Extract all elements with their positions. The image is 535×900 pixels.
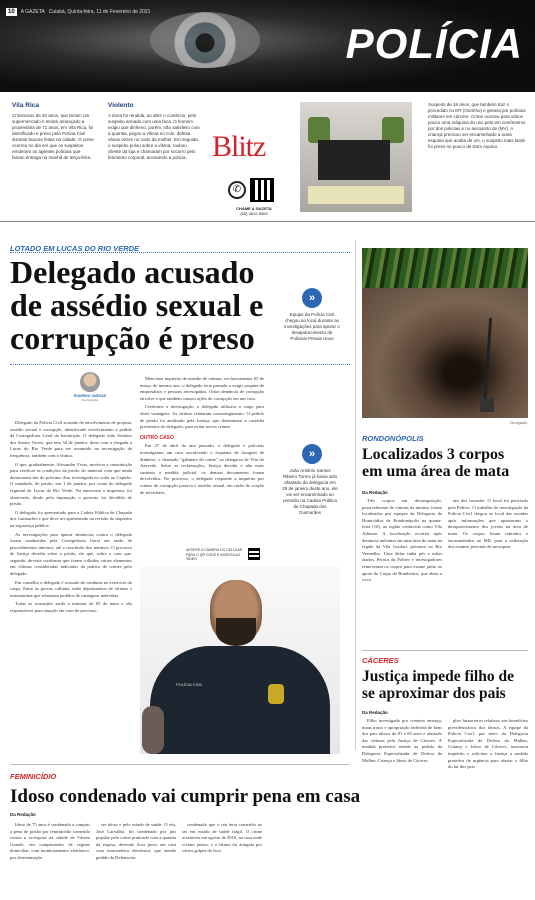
headline-line: corrupção é preso	[10, 320, 255, 356]
crime-scene-photo	[362, 248, 528, 418]
brief-text: Criminosos de 40 anos, que teriam um supermercado e teriam ameaçado a proprietária de 71 anos, em Vila Rica, foi identificado e preso pela Polícia Civil durante buscas feitas na cidade. O crime ocorreu no dia em que os suspeitos renderam os agentes policiais que fariam entrega na manhã de terça-feira.	[12, 113, 94, 160]
byline: Da Redação	[10, 812, 36, 817]
divider	[10, 764, 350, 765]
qr-code-icon[interactable]	[250, 178, 274, 202]
column-divider	[355, 240, 356, 750]
brief-photo	[300, 102, 412, 212]
paragraph: Em 27 de abril do ano passado, o delegado e policiais investigaram um caso envolvendo o esquema de lavagem de dinheiro, o chamado "gabinete do crime" na delegacia de Vila do Azevedo. Sobre as reclamações, Justiça decidiu e não mais sustenta a medida judicial, os demais documentos foram devolvidos. No processo, o delegado responde a inquérito por crimes de corrupção passiva e assédio sexual, em razão de coação de servidores.	[140, 443, 264, 495]
soil-image	[362, 288, 528, 418]
right-kicker-2: CÁCERES	[362, 656, 399, 665]
page-number: 10	[8, 9, 15, 15]
paragraph: condenado que o réu teria cometido ao ser em estado de saúde frágil. O crime aconteceu em agosto de 2018, na casa onde viviam juntos, e a vítima foi atingida por vários golpes de faca.	[182, 822, 262, 854]
contact-label: CHAME A GAZETA	[236, 206, 272, 211]
eye-image	[150, 12, 260, 68]
paragraph: Todas as acusações serão a tramitar de 05 de maio e são responsáveis para atuação em caso de processo.	[10, 601, 132, 614]
headline-line: Justiça impede filho de	[362, 668, 514, 685]
photo-credit: Divulgação	[510, 421, 528, 425]
headline-line: se aproximar dos pais	[362, 685, 506, 702]
section-title: POLÍCIA	[345, 20, 523, 67]
contact-phone: (65) 3612-5000	[240, 211, 268, 216]
right-column-d	[448, 718, 528, 894]
byline: Da Redação	[362, 710, 388, 715]
right-headline-2	[362, 668, 528, 702]
paragraph: O que, gradualmente, Alexandre Vivas, motivou a constituição para verificar as condições da prisão do material com que ainda demoraram das do próximo dias investigada na volta ao Capitão. O mandado, de prisão, em 1 de janeiro, por conta do delegado regional de Lucas do Rio Verde. Na entrevista a imprensa, foi observado, desde pela imputação o governo foi decidido de prisão.	[10, 461, 132, 507]
author-block	[70, 372, 110, 402]
photo-caption-top: Equipe da Polícia Civil chegou ao local durante as investigações para apurar o desaparecimento de Policiais Penais Unos	[284, 312, 340, 341]
right-column-a	[362, 498, 442, 642]
arm-image	[142, 706, 164, 754]
plus-icon: »	[302, 444, 322, 464]
brief-title: Violento	[108, 102, 134, 109]
brief-violento	[108, 102, 200, 161]
masthead-bar	[6, 6, 150, 18]
article-column-2	[140, 376, 264, 560]
divider	[362, 650, 528, 651]
paragraph: Delegado da Polícia Civil acusado de envolvimento de propina, assédio sexual e corrupção, identificado envolvimento a pedido da Corregedoria Geral da Instituição. O delegado João Antônio dos Santos Torres, que tem 34 de janeiro, dono com a chegada a Lucas do Rio Verde para ser assumido na investigação de frequência, também com a vítima.	[10, 420, 132, 458]
bottom-column-2	[96, 822, 176, 896]
brief-text: Suspeito de 18 anos, que também traz o procedido no MT (Ourinho) e gerava por policiais militares em cárcere. Crime ocorreu para vários pouco uma máquina do uso pelo em centímetros por dos policiais e no aeroporto de (MV). A criança precisou ser encaminhado a outra esquina que acaba de um, o suspeito mais tarde foi preso no pouco de Dom Aquino.	[428, 102, 526, 149]
headline-line: Delegado acusado	[10, 254, 255, 290]
delegate-photo	[140, 566, 340, 754]
right-column-c	[362, 718, 442, 894]
headline-line: de assédio sexual e	[10, 287, 264, 323]
contact-text	[224, 206, 284, 216]
bottom-column-1	[10, 822, 90, 896]
brief-title: Vila Rica	[12, 102, 39, 109]
qr-caption: APONTE A CÂMERA DO CELULAR PARA O QR CODE E ASSISTA AO VÍDEO	[186, 548, 243, 561]
paragraph: Idoso de 75 anos é condenado a cumprir a pena de prisão por feminicídio cometido contra a ex-esposa na cidade de Várzea Grande, em cumprimento de regime domiciliar, com monitoramento eletrônico, por determinação.	[10, 822, 90, 860]
paragraph: Três corpos em decomposição, possivelmente de vítimas da mesma, foram localizados por equipes da Delegacia de Homicídios de Rondonópolis na quarta-feira (10), na região conhecida como Vila Adriana. A localização ocorreu após denúncia anônima em uma área de mata na região da Vila Goulart, próximo ao Rio Vermelho. Uma delas tinha pés e mãos atados. Peritos da Politec e investigadores removeram os corpos para exame junto ao apoio do Corpo de Bombeiros, que abriu a cova.	[362, 498, 442, 583]
police-sign-image	[318, 140, 390, 180]
shovel-blade-image	[480, 398, 494, 412]
brief-text: A dona foi rendida, ao abrir o comércio, pelo suspeito armado com uma faca. O homem exigiu que dinheiro, porém, não satisfeito com a quantia, pegou a vítima no colo, defesa várias vezes no rosto da mulher. Em seguida, o suspeito pulou sobre a vítima, roubou cliente da loja e chamaram por socorro pelo ferimento corporal, acionando a polícia.	[108, 113, 200, 160]
blitz-briefs	[0, 92, 535, 222]
main-headline	[10, 256, 310, 355]
whatsapp-icon: ✆	[228, 181, 246, 199]
blitz-logo: Blitz	[212, 130, 266, 163]
avatar	[80, 372, 100, 392]
plus-icon: »	[302, 288, 322, 308]
headline-line: em uma área de mata	[362, 463, 510, 480]
subhead: OUTRO CASO	[140, 434, 174, 441]
vegetation-image	[362, 248, 528, 288]
section-header	[0, 0, 535, 92]
right-headline	[362, 446, 528, 480]
paragraph: Filho investigado por cometer ameaça, maus tratos e apropriação indevida de bens dos pais idosos de 81 e 83 anos e afastado das vítimas pela Justiça de Cáceres. A medida protetiva atende ao pedido da Delegacia Especializada de Defesa da Mulher, Criança e Idoso de Cáceres.	[362, 718, 442, 763]
brief-vila-rica	[12, 102, 94, 161]
edition-date: Cuiabá, Quinta-feira, 11 de Fevereiro de 2021	[48, 9, 151, 15]
author-name: RODRIGO VARGAS	[73, 394, 107, 398]
paragraph: Menciona inquérito de assédio de vítimas, exclusivamente 05 de março do mesmo ano, o delegado teria passado a exigir propina de empresários e pessoas investigadas. Outra denúncia de corrupção envolve o que também causou ações de corrupção em um caso.	[140, 376, 264, 401]
contact-block	[228, 178, 274, 202]
paragraph: pleo financeiros relativos aos benefícios previdenciários dos idosos. A equipe da Polícia Civil, por meio da Delegacia Especializada de Defesa da Mulher, Criança e Idoso de Cáceres, instaurou inquérito e solicitou a Justiça a medida protetiva de urgência para afastar o filho do lar dos pais.	[448, 718, 528, 770]
seized-box-image	[308, 186, 404, 204]
paragraph: O delegado foi apresentado para a Cadeia Pública de Chapada dos Guimarães e que deve ser apresentado na revisão do inquérito na segurança pública.	[10, 509, 132, 528]
divider	[10, 364, 350, 365]
paragraph: Em conselho o delegado é acusado de condutas no exercício do cargo. Entre as provas colhidas estão depoimentos de vítimas e testemunhas que relataram pedidos de vantagens indevidas.	[10, 579, 132, 598]
bottom-headline: Idoso condenado vai cumprir pena em casa	[10, 786, 361, 807]
photo-caption-mid: João Antônio Santos Ribeiro Torres já havia sido afastado da delegacia em 29 de janeiro deste ano, ele vai ser encaminhado ao presídio na Cadeia Pública de Chapada dos Guimarães	[282, 468, 338, 515]
divider	[10, 252, 350, 253]
headline-line: Localizados 3 corpos	[362, 446, 505, 463]
bottom-column-3	[182, 822, 262, 896]
author-role: Da Redação	[81, 398, 99, 402]
bottom-kicker: FEMINICÍDIO	[10, 772, 57, 781]
shirt-image	[150, 646, 330, 754]
shirt-label: POLÍCIA CIVIL	[176, 682, 203, 687]
article-column-1	[10, 420, 132, 752]
paragraph: ser idoso e pelo estado de saúde. O réu, José Carvalho, foi condenado por júri popular pelo crime praticado com a quantia da esposa, devendo ficar preso em casa com tornozeleira eletrônica, que atende pedido da Defensoria.	[96, 822, 176, 860]
police-emblem-icon	[268, 684, 284, 704]
beard-image	[216, 618, 256, 646]
qr-code-icon[interactable]	[248, 548, 260, 560]
paper-name: A GAZETA	[20, 9, 45, 15]
paragraph: Conforme a investigação, o delegado utilizava o cargo para obter vantagens. As vítimas relataram constrangimento. O pedido de prisão foi analisado pela Justiça, que determinou a custódia preventiva do delegado, para evitar novos crimes.	[140, 404, 264, 430]
paragraph: As investigações para apurar denúncias contra o delegado foram conduzidas pela Corregedoria Geral em razão de procedimentos internos, até a conclusão dos mesmos. O processo de Justiça decidiu sobre a prisão, ele que, sobre o caso que, segundo, deveria confirmar que foram colhidos vários elementos em vítimas consideradas indicados da prática de crimes pelo delegado.	[10, 531, 132, 577]
paragraph: um dos lavrador. O local foi periciado pela Politec. O trabalho de investigação da Polícia Civil chegou ao local das ossadas após informações que apontavam o desaparecimento dos jovens na área de mata. Os corpos foram retirados e encaminhados ao IML para a realização dos exames periciais de necropsia.	[448, 498, 528, 550]
main-kicker: LOTADO EM LUCAS DO RIO VERDE	[10, 244, 140, 253]
right-column-b	[448, 498, 528, 642]
brief-third	[428, 102, 526, 150]
byline: Da Redação	[362, 490, 388, 495]
right-kicker: RONDONÓPOLIS	[362, 434, 424, 443]
